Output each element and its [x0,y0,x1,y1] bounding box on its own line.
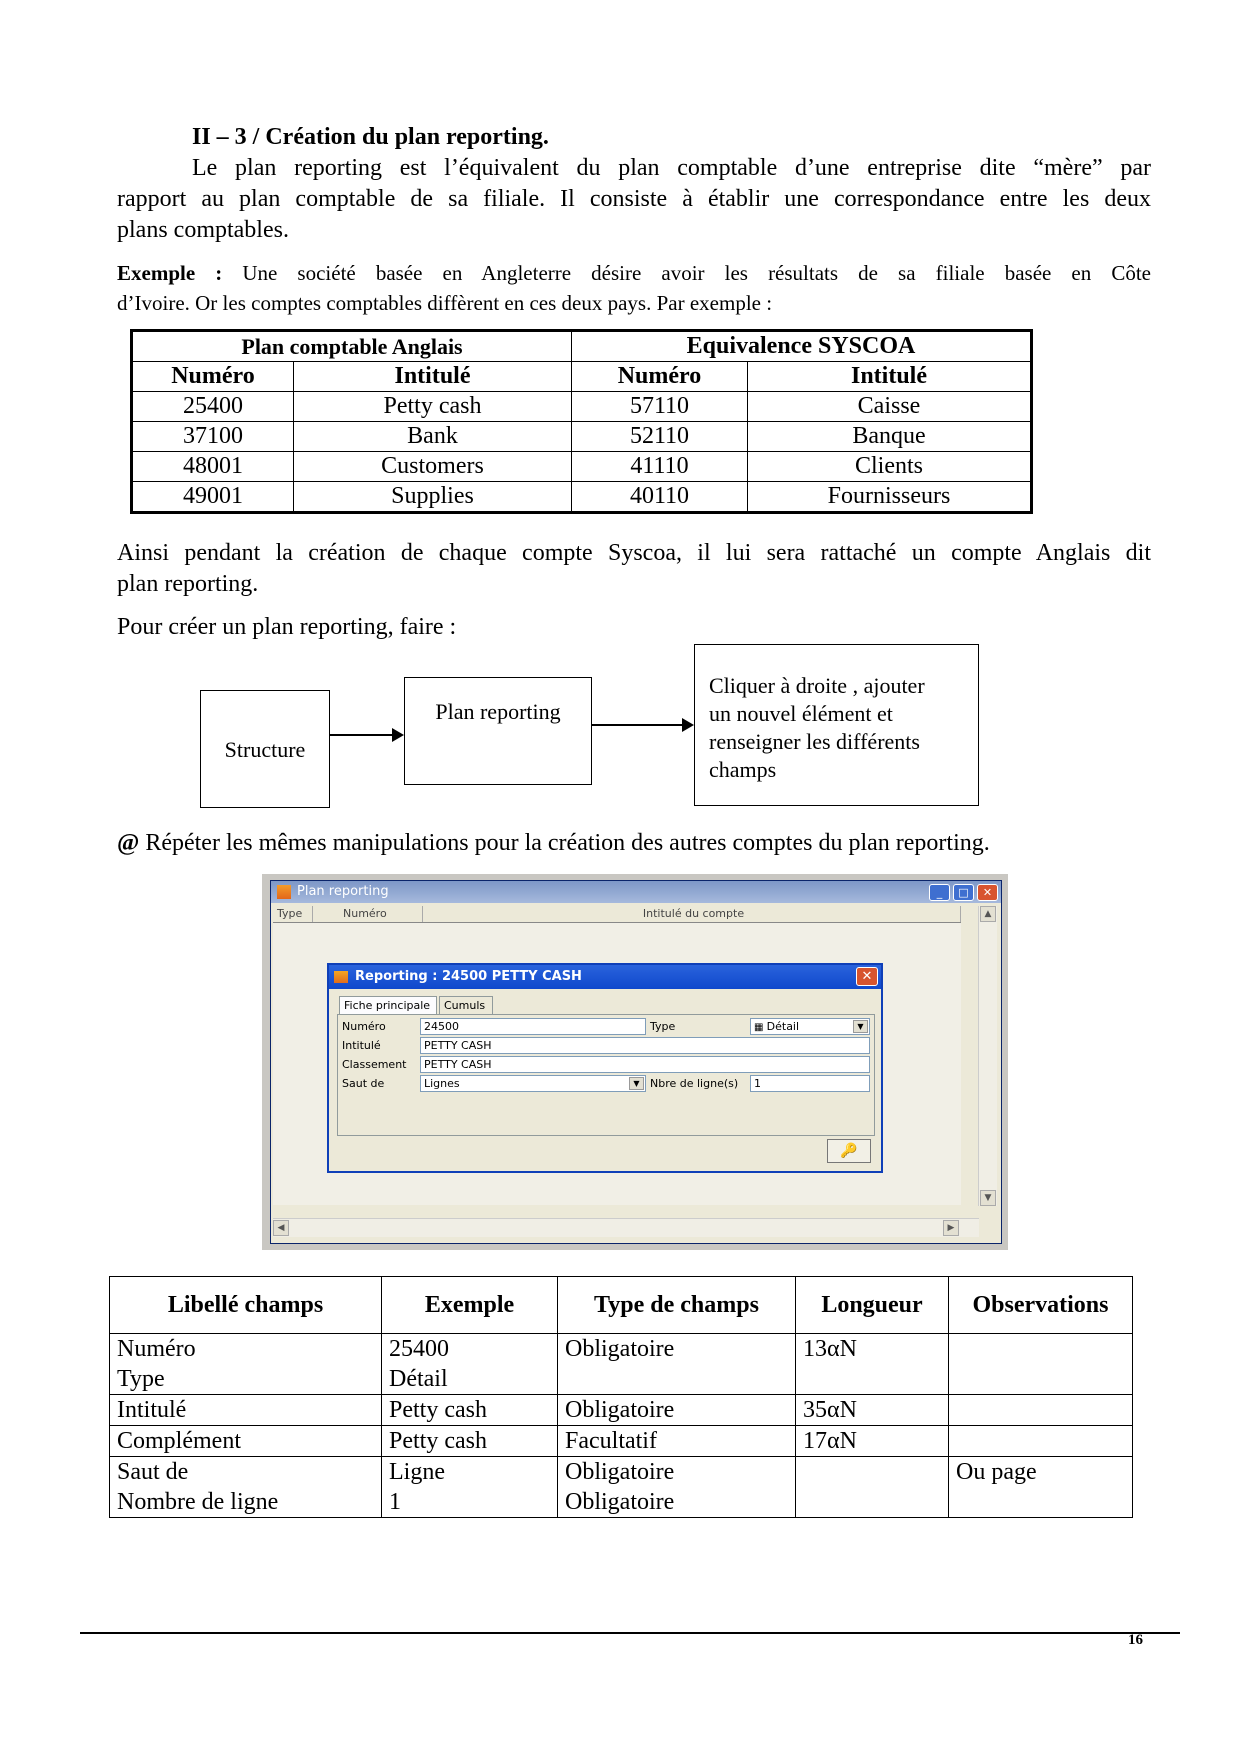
col-header: Type de champs [558,1277,796,1334]
tab-fiche-principale[interactable]: Fiche principale [339,996,437,1014]
col-header: Intitulé [294,362,572,392]
window-title: Plan reporting [297,884,389,899]
example-line-2: d’Ivoire. Or les comptes comptables diffèrent en ces deux pays. Par exemple : [117,291,773,315]
table-cell: 57110 [572,392,748,422]
type-select[interactable] [750,1018,870,1035]
example-paragraph [117,258,1151,318]
saut-value: Lignes [424,1077,460,1090]
intro-line-2: rapport au plan comptable de sa filiale. Il consiste à établir une correspondance entre les deux [117,186,1151,212]
flow-arrow-1 [330,734,402,736]
col-header: Intitulé [748,362,1032,392]
table-cell: 13αN [796,1334,949,1395]
after-table-line-2: plan reporting. [117,571,259,597]
tab-panel [337,1014,875,1136]
table-row [132,452,1032,482]
scroll-right-icon[interactable]: ▶ [943,1220,959,1236]
table-cell: 52110 [572,422,748,452]
table-cell [949,1334,1133,1395]
classement-input[interactable]: PETTY CASH [420,1056,870,1073]
dialog-title: Reporting : 24500 PETTY CASH [355,969,582,984]
table-cell: Ligne 1 [382,1457,558,1518]
table-cell: Ou page [949,1457,1133,1518]
table-cell: Obligatoire [558,1334,796,1395]
table-cell: Bank [294,422,572,452]
type-label: Type [650,1020,676,1033]
close-button[interactable]: ✕ [977,884,998,901]
reporting-dialog [327,963,883,1173]
saut-select[interactable] [420,1075,646,1092]
table-cell: 49001 [132,482,294,513]
classement-label: Classement [342,1058,407,1071]
table-cell: Facultatif [558,1426,796,1457]
app-icon [277,885,291,899]
correspondence-table [130,329,1033,514]
table-cell: Complément [110,1426,382,1457]
section-heading: II – 3 / Création du plan reporting. [192,124,549,150]
col-header: Observations [949,1277,1133,1334]
table-cell [949,1395,1133,1426]
table-cell: 17αN [796,1426,949,1457]
repeat-note [117,828,990,859]
detail-icon: ▦ [754,1022,767,1033]
table-cell: Petty cash [382,1395,558,1426]
at-symbol: @ [117,830,140,856]
table-cell: Fournisseurs [748,482,1032,513]
table-row [110,1426,1133,1457]
col-type[interactable]: Type [273,906,313,922]
group-header-english: Plan comptable Anglais [132,331,572,362]
maximize-button[interactable]: □ [953,884,974,901]
numero-label: Numéro [342,1020,386,1033]
col-header: Libellé champs [110,1277,382,1334]
fields-table [109,1276,1133,1518]
table-row [132,482,1032,513]
table-cell: 25400 Détail [382,1334,558,1395]
instruction-line: Cliquer à droite , ajouter [709,673,925,698]
table-cell [796,1457,949,1518]
scroll-up-icon[interactable]: ▲ [980,906,996,922]
table-row [110,1334,1133,1395]
group-header-syscoa: Equivalence SYSCOA [572,331,1032,362]
table-cell: Numéro Type [110,1334,382,1395]
plan-reporting-window [270,880,1002,1244]
instruction-line: champs [709,757,777,782]
after-table-paragraph [117,538,1151,600]
dialog-close-button[interactable]: ✕ [856,967,878,986]
intitule-input[interactable]: PETTY CASH [420,1037,870,1054]
tab-cumuls[interactable]: Cumuls [439,996,493,1014]
table-cell: 40110 [572,482,748,513]
example-line-1: Une société basée en Angleterre désire avoir les résultats de sa filiale basée en Côte [242,261,1152,285]
table-cell [949,1426,1133,1457]
validate-button[interactable] [827,1139,871,1163]
software-screenshot [262,874,1008,1250]
table-cell: Petty cash [382,1426,558,1457]
col-header: Exemple [382,1277,558,1334]
col-header: Numéro [132,362,294,392]
footer-rule [80,1632,1180,1634]
table-cell: 41110 [572,452,748,482]
minimize-button[interactable]: _ [929,884,950,901]
window-titlebar [271,881,1001,903]
table-cell: 48001 [132,452,294,482]
type-value: Détail [766,1020,800,1033]
nbre-input[interactable]: 1 [750,1075,870,1092]
table-cell: Clients [748,452,1032,482]
keys-icon: 🔑 [840,1143,858,1159]
table-cell: Intitulé [110,1395,382,1426]
table-row [110,1395,1133,1426]
flow-step-instructions [694,644,979,806]
vertical-scrollbar[interactable] [978,906,997,1206]
table-cell: Petty cash [294,392,572,422]
repeat-note-text: Répéter les mêmes manipulations pour la création des autres comptes du plan reporting. [145,830,990,856]
scroll-down-icon[interactable]: ▼ [980,1190,996,1206]
table-cell: Banque [748,422,1032,452]
col-header: Numéro [572,362,748,392]
list-column-header [273,906,961,923]
nbre-label: Nbre de ligne(s) [650,1077,739,1090]
intro-line-1: Le plan reporting est l’équivalent du plan comptable d’une entreprise dite “mère” par [192,155,1151,181]
dialog-icon [334,971,348,983]
col-header: Longueur [796,1277,949,1334]
saut-label: Saut de [342,1077,385,1090]
flow-arrow-2 [592,724,692,726]
instruction-line: renseigner les différents [709,729,920,754]
table-cell: 37100 [132,422,294,452]
chevron-down-icon[interactable]: ▼ [853,1020,868,1033]
scroll-left-icon[interactable]: ◀ [273,1220,289,1236]
intro-line-3: plans comptables. [117,217,289,243]
table-row [132,422,1032,452]
intro-paragraph [117,153,1151,246]
table-cell: 25400 [132,392,294,422]
table-row [110,1457,1133,1518]
flow-step-plan-reporting: Plan reporting [404,677,592,785]
chevron-down-icon[interactable]: ▼ [629,1077,644,1090]
table-cell: Customers [294,452,572,482]
table-cell: Obligatoire Obligatoire [558,1457,796,1518]
table-cell: 35αN [796,1395,949,1426]
dialog-titlebar [329,965,881,989]
example-label: Exemple : [117,261,223,285]
horizontal-scrollbar[interactable] [273,1218,979,1237]
table-row [132,392,1032,422]
col-intitule[interactable]: Intitulé du compte [423,906,961,922]
table-cell: Caisse [748,392,1032,422]
table-cell: Supplies [294,482,572,513]
flow-step-structure: Structure [200,690,330,808]
intitule-label: Intitulé [342,1039,381,1052]
numero-input[interactable]: 24500 [420,1018,646,1035]
page-number: 16 [1128,1632,1143,1648]
col-numero[interactable]: Numéro [313,906,423,922]
instruction-line: un nouvel élément et [709,701,893,726]
table-cell: Obligatoire [558,1395,796,1426]
table-cell: Saut de Nombre de ligne [110,1457,382,1518]
procedure-intro: Pour créer un plan reporting, faire : [117,614,457,640]
after-table-line-1: Ainsi pendant la création de chaque compte Syscoa, il lui sera rattaché un compte Anglais dit [117,540,1151,566]
